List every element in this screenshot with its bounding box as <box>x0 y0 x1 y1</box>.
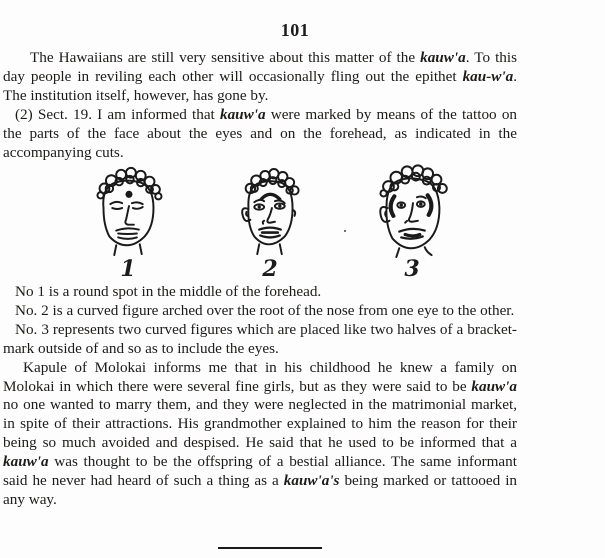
italic-term: kauw'a <box>420 49 466 66</box>
tattoo-marks-figure <box>75 161 465 282</box>
paragraph <box>3 106 517 163</box>
face-number-label-1: 1 <box>120 256 136 282</box>
ink-speck <box>344 230 346 232</box>
italic-term: kau-w'a <box>462 67 514 85</box>
italic-term: kauw'a <box>471 377 517 395</box>
right-bracket-mark <box>428 195 432 215</box>
paragraph <box>3 302 517 321</box>
paragraph <box>3 49 517 106</box>
paragraph <box>3 359 517 510</box>
text-run: No. 3 represents two curved figures which are placed like two halves of a bracket-mark outside of and so as to include the eyes. <box>3 320 517 357</box>
face-figure-3 <box>359 161 465 282</box>
text-run: (2) Sect. 19. I am informed that <box>15 105 220 123</box>
left-bracket-mark <box>391 196 395 216</box>
end-rule-divider <box>218 547 322 549</box>
text-run: being marked or tattooed in any way. <box>3 472 518 508</box>
face-drawing-2-nose-root-arch <box>217 161 323 259</box>
text-run: no one wanted to marry them, and they were neglected in the matrimonial market, in spite of their attractions. His grandmother explained to him the reason for their being so much avoided and despised. He said that he used to be informed that a <box>3 396 517 452</box>
text-run: was thought to be the offspring of a bestial alliance. The same informant said he never had heard of such a thing as a <box>3 453 517 490</box>
italic-term: kauw'a's <box>283 472 340 490</box>
italic-term: kauw'a <box>219 105 266 123</box>
italic-term: kauw'a <box>3 453 49 471</box>
text-run: The Hawaiians are still very sensitive about this matter of the <box>30 49 421 66</box>
text-run: No. 2 is a curved figure arched over the root of the nose from one eye to the other. <box>15 301 515 319</box>
face-drawing-3-eye-brackets <box>359 161 465 259</box>
body-top <box>3 49 517 162</box>
face-figure-2 <box>217 161 323 282</box>
text-run: . The institution itself, however, has gone by. <box>3 67 517 104</box>
text-run: . To this day people in reviling each other will occasionally fling out the epithet <box>3 49 518 85</box>
text-run: Kapule of Molokai informs me that in his childhood he knew a family on Molokai in which there were several fine girls, but as they were said to be <box>3 358 517 395</box>
page-number: 101 <box>280 20 310 40</box>
face-number-label-2: 2 <box>262 256 278 282</box>
paragraph <box>3 283 517 302</box>
face-figure-1 <box>75 161 181 282</box>
text-run: No 1 is a round spot in the middle of the forehead. <box>15 283 322 300</box>
face-drawing-1-forehead-spot <box>75 161 181 259</box>
nose-root-arch-mark <box>261 194 280 199</box>
text-run: were marked by means of the tattoo on the parts of the face about the eyes and on the forehead, as indicated in the accompanying cuts. <box>3 105 518 161</box>
body-bottom <box>3 283 517 510</box>
paragraph <box>3 321 517 359</box>
face-number-label-3: 3 <box>404 256 420 282</box>
forehead-spot-mark <box>125 191 132 198</box>
